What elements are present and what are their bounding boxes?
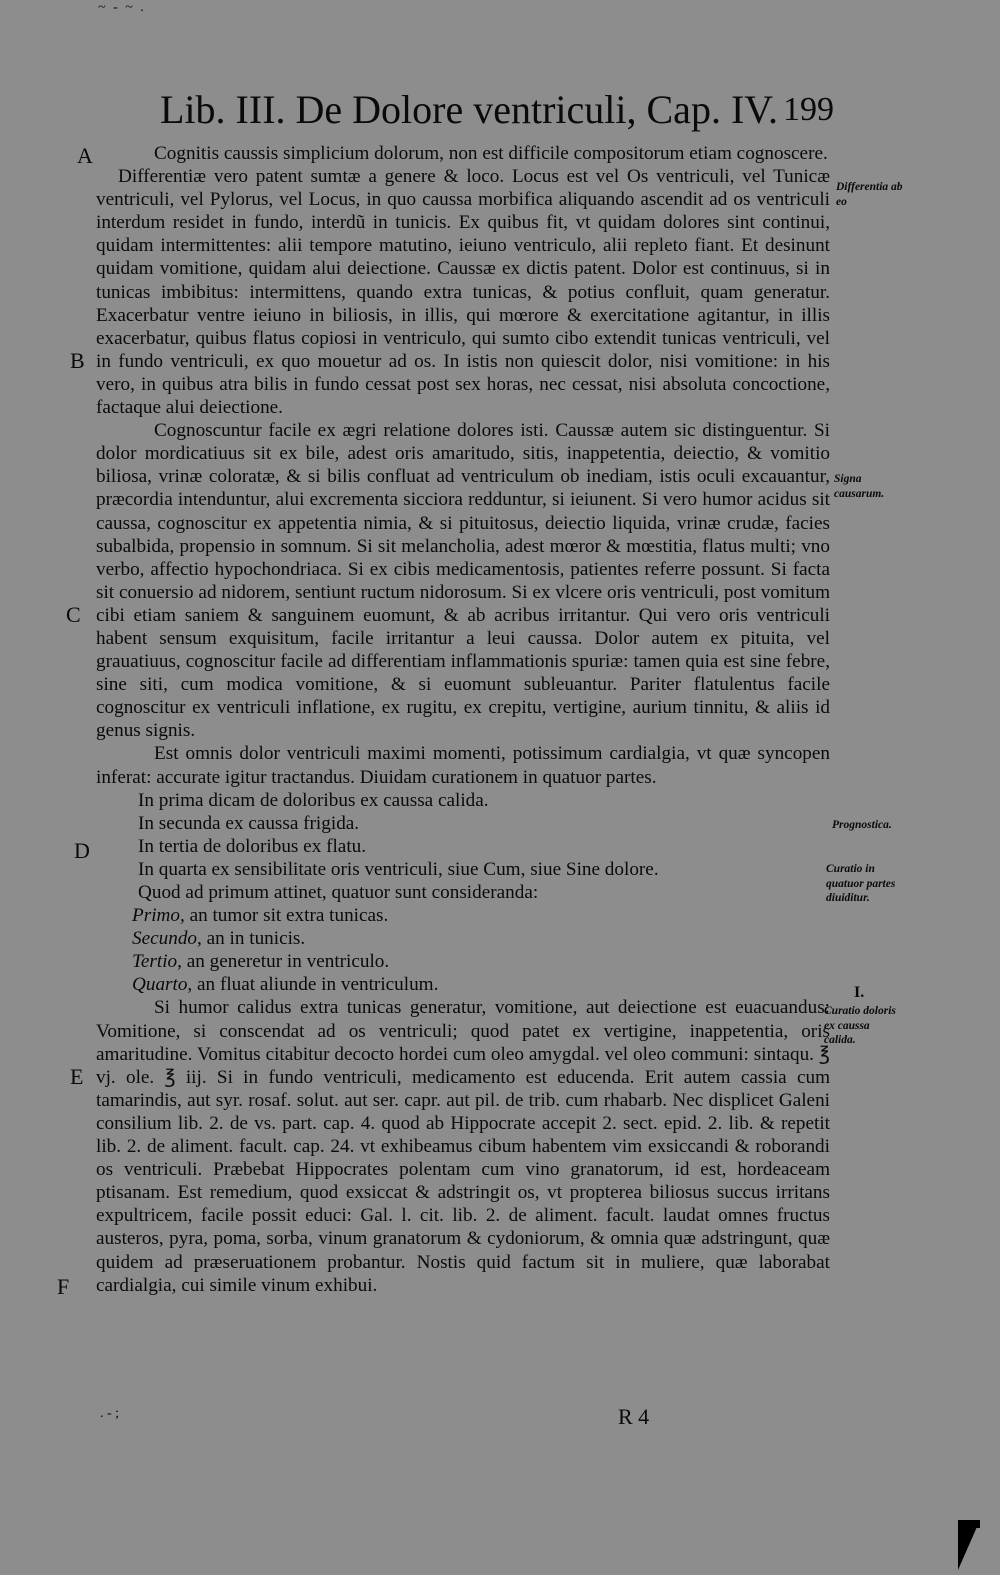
list-item: [96, 904, 830, 927]
item-label: Quarto,: [132, 974, 193, 996]
page-number: 199: [783, 91, 834, 128]
section-letter-a: A: [77, 143, 93, 168]
section-letter-f: F: [57, 1274, 70, 1299]
list-item: In quarta ex sensibilitate oris ventriculi, siue Cum, siue Sine dolore.: [138, 858, 659, 880]
list-item: In prima dicam de doloribus ex caussa calida.: [138, 789, 489, 811]
margin-note-signa: Signa causarum.: [834, 473, 885, 500]
item-label: Tertio,: [132, 951, 182, 973]
section-letter-b: B: [70, 348, 85, 373]
list-item: [96, 927, 830, 950]
signature-mark: R 4: [618, 1404, 650, 1429]
paragraph-4: Est omnis dolor ventriculi maximi momenti, potissimum cardialgia, vt quæ syncopen inferat: accurate igitur tractandus. Diuidam curationem in quatuor partes.: [96, 743, 830, 788]
corner-bar: [958, 1520, 980, 1528]
list-item: In secunda ex caussa frigida.: [138, 812, 360, 834]
section-letter-e: E: [70, 1064, 84, 1089]
list-item: In tertia de doloribus ex flatu.: [138, 835, 367, 857]
list-item: [96, 973, 830, 996]
parts-list: [96, 789, 830, 881]
item-label: Primo,: [132, 905, 185, 927]
item-text: an generetur in ventriculo.: [186, 951, 390, 973]
section-letter-d: D: [74, 838, 90, 863]
paragraph-5: Si humor calidus extra tunicas generatur, vomitione, aut deiectione est euacuandus: Vomitione, si conscendat ad os ventriculi; quod patet ex vertigine, inappetentia, oris amaritudine. Vomitus citabitur decocto hordei cum oleo amygdal. vel oleo communi: sintaqu. ℥ vj. ole. ℥ iij. Si in fundo ventriculi, medicamento est educenda. Erit autem cassia cum tamarindis, aut syr. rosaf. solut. aut ser. capr. aut pil. de trib. cum rhabarb. Nec displicet Galeni consilium lib. 2. de vs. part. cap. 4. quod ab Hippocrate accepit 2. sect. epid. 2. lib. & repetit lib. 2. de aliment. facult. cap. 24. vt exhibeamus cibum habentem vim exsiccandi & roborandi os ventriculi. Præbebat Hippocrates polentam cum vino granatorum, id est, hordeaceam ptisanam. Est remedium, quod exsiccat & adstringit os, vt propterea biliosus succus irritans expultricem, facile possit educi: Gal. l. cit. lib. 2. de aliment. facult. laudat omnes fructus austeros, pyra, poma, sorba, vinum granatorum & cydoniorum, & omnia quæ adstringunt, quæ quidem ad præseruationem probantur. Nostis quid factum sit in muliere, quæ laborabat cardialgia, cui simile vinum exhibui.: [96, 997, 830, 1296]
item-text: an tumor sit extra tunicas.: [189, 905, 389, 927]
list-item: [96, 950, 830, 973]
margin-note-numeral: I.: [854, 984, 865, 1001]
paragraph-2: Differentiæ vero patent sumtæ a genere & loco. Locus est vel Os ventriculi, vel Tunicæ ventriculi, vel Pylorus, vel Locus, in quo caussa morbifica aliquando ascendit ad os ventriculi interdum residet in fundo, interdũ in tunicis. Ex quibus fit, vt quidam dolores sint continui, quidam intermittentes: alii tempore matutino, ieiuno ventriculo, alii repleto fiant. Et desinunt quidam vomitione, quidam alui deiectione. Caussæ ex dictis patent. Dolor est continuus, si in tunicas imbibitus: intermittens, quando extra tunicas, & potius confluit, quam generatur. Exacerbatur ventre ieiuno in biliosis, in illis, qui mœrore & exercitatione agitantur, in illis exacerbatur, quibus flatus copiosi in ventriculo, qui sumto cibo extendit tunicas ventriculi, vel in fundo ventriculi, ex quo mouetur ad os. In istis non quiescit dolor, nisi vomitione: in his vero, in quibus atra bilis in fundo cessat post sex horas, nec cessat, nisi absoluta concoctione, factaque alui deiectione.: [96, 166, 830, 419]
paragraph-3: Cognoscuntur facile ex ægri relatione dolores isti. Caussæ autem sic distinguentur. Si dolor mordicatiuus sit ex bile, adest oris amaritudo, sitis, inappetentia, deiectio, & vomitio biliosa, vrinæ coloratæ, & si bilis confluat ad ventriculum ob inediam, istis oculi excauantur, præcordia intenduntur, alui excrementa sicciora redduntur, si ieiunent. Si vero humor acidus sit caussa, cognoscitur ex appetentia nimia, & si pituitosus, deiectio liquida, vrinæ crudæ, facies subalbida, propensio in somnum. Si sit melancholia, adest mœror & mœstitia, flatus multi; vno verbo, affectio hypochondriaca. Si ex cibis medicamentosis, patientes referre possunt. Si facta sit conuersio ad nidorem, sentiunt ructum nidorosum. Si ex vlcere oris ventriculi, post vomitum cibi etiam saniem & sanguinem euomunt, & ab acribus irritantur. Qui vero oris ventriculi habent sensum exquisitum, facile irritantur a leui caussa. Dolor autem ex pituita, vel grauatiuus, cognoscitur facile ad differentiam inflammationis spuriæ: tamen quia est sine febre, sine siti, cum modica vomitione, & si euomunt subleuantur. Pariter flatulentus facile cognoscitur ex ventriculi inflatione, ex rugitu, ex crepitu, vertigine, aurium tinnitu, & aliis id genus signis.: [96, 420, 830, 742]
foot-mark: . - ;: [100, 1406, 120, 1421]
margin-note-curatio-partes: Curatio in quatuor partes diuiditur.: [826, 863, 896, 904]
top-mark: ~ - ~ .: [98, 0, 146, 15]
chapter-title: Lib. III. De Dolore ventriculi, Cap. IV.: [160, 87, 778, 132]
item-text: an in tunicis.: [206, 928, 306, 950]
margin-note-prognostica: Prognostica.: [832, 819, 892, 831]
margin-note-curatio-calida: Curatio doloris ex caussa calida.: [824, 1005, 896, 1046]
running-header: [160, 84, 840, 136]
section-letter-c: C: [66, 602, 81, 627]
consider-list: [96, 904, 830, 996]
item-label: Secundo,: [132, 928, 202, 950]
main-text: [96, 142, 830, 1297]
margin-note-differentia: Differentia ab eo: [836, 181, 903, 208]
item-text: an fluat aliunde in ventriculum.: [197, 974, 439, 996]
consider-intro: Quod ad primum attinet, quatuor sunt consideranda:: [138, 882, 539, 903]
paragraph-1: Cognitis caussis simplicium dolorum, non est difficile compositorum etiam cognoscere.: [154, 143, 828, 164]
